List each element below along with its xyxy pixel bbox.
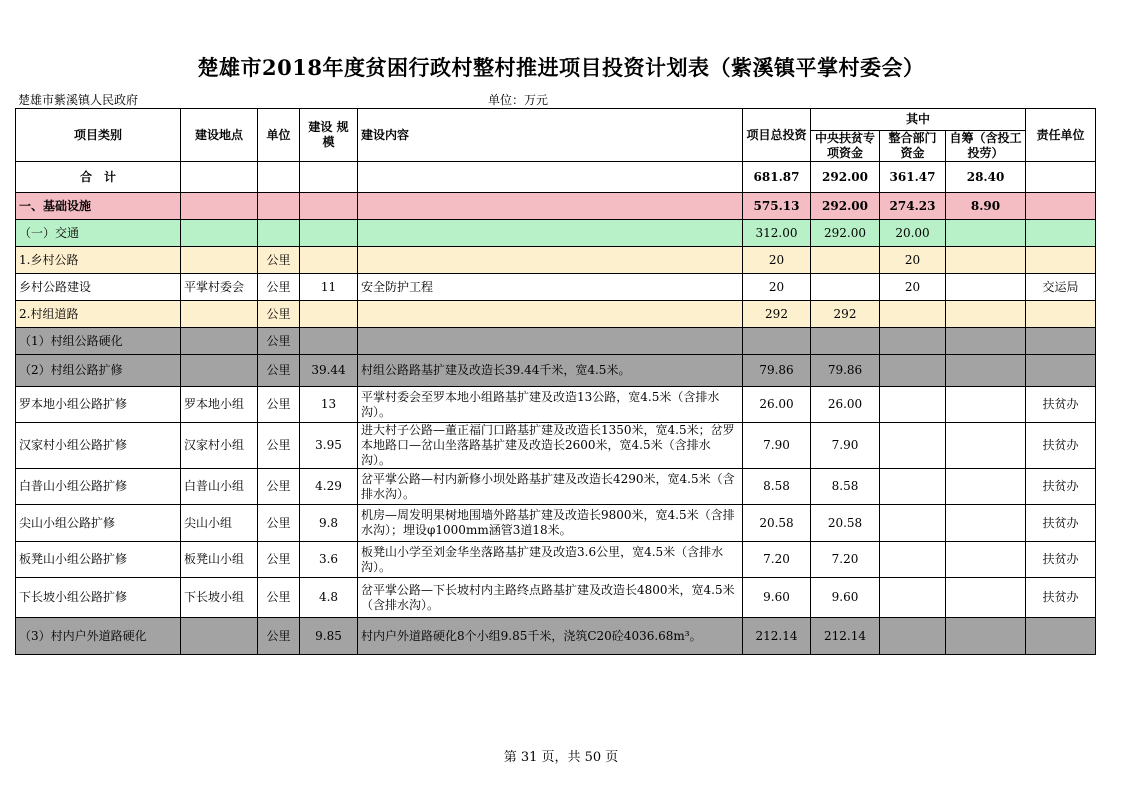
row-total: 8.58 xyxy=(743,469,811,505)
row-dept-fund xyxy=(880,355,946,387)
row-central-fund xyxy=(811,247,880,274)
row-self-fund xyxy=(946,220,1026,247)
row-dept-fund xyxy=(880,387,946,423)
row-central-fund xyxy=(811,328,880,355)
row-responsible: 扶贫办 xyxy=(1026,469,1096,505)
row-responsible xyxy=(1026,618,1096,655)
row-location xyxy=(181,328,258,355)
row-category: （2）村组公路扩修 xyxy=(16,355,181,387)
table-row xyxy=(16,618,1096,655)
row-total: 575.13 xyxy=(743,193,811,220)
row-central-fund: 7.90 xyxy=(811,423,880,469)
row-unit: 公里 xyxy=(258,387,300,423)
row-content: 岔平掌公路—下长坡村内主路终点路基扩建及改造长4800米，宽4.5米（含排水沟）。 xyxy=(358,578,743,618)
header-among: 其中 xyxy=(811,109,1026,131)
row-content xyxy=(358,301,743,328)
row-central-fund: 292 xyxy=(811,301,880,328)
page-number: 第 31 页，共 50 页 xyxy=(503,750,619,765)
row-dept-fund xyxy=(880,469,946,505)
row-scale: 3.95 xyxy=(300,423,358,469)
row-total: 79.86 xyxy=(743,355,811,387)
row-total: 212.14 xyxy=(743,618,811,655)
row-location xyxy=(181,355,258,387)
row-total: 20 xyxy=(743,274,811,301)
header-category: 项目类别 xyxy=(16,109,181,162)
row-self-fund: 8.90 xyxy=(946,193,1026,220)
row-content xyxy=(358,162,743,193)
row-location xyxy=(181,618,258,655)
row-self-fund xyxy=(946,578,1026,618)
row-total: 7.90 xyxy=(743,423,811,469)
issuing-organization: 楚雄市紫溪镇人民政府 xyxy=(18,93,139,107)
row-unit: 公里 xyxy=(258,423,300,469)
row-central-fund: 292.00 xyxy=(811,220,880,247)
row-location: 尖山小组 xyxy=(181,505,258,542)
table-row xyxy=(16,274,1096,301)
row-dept-fund xyxy=(880,505,946,542)
row-responsible xyxy=(1026,328,1096,355)
row-self-fund xyxy=(946,387,1026,423)
row-scale xyxy=(300,162,358,193)
row-unit: 公里 xyxy=(258,247,300,274)
row-responsible xyxy=(1026,220,1096,247)
row-self-fund xyxy=(946,505,1026,542)
row-content: 村内户外道路硬化8个小组9.85千米，浇筑C20砼4036.68m³。 xyxy=(358,618,743,655)
row-unit: 公里 xyxy=(258,618,300,655)
row-location xyxy=(181,247,258,274)
row-responsible xyxy=(1026,301,1096,328)
row-scale xyxy=(300,301,358,328)
row-dept-fund xyxy=(880,618,946,655)
row-content: 平掌村委会至罗本地小组路基扩建及改造13公路，宽4.5米（含排水沟）。 xyxy=(358,387,743,423)
header-total: 项目总投资 xyxy=(743,109,811,162)
row-location: 平掌村委会 xyxy=(181,274,258,301)
row-dept-fund xyxy=(880,423,946,469)
row-total: 7.20 xyxy=(743,542,811,578)
row-self-fund xyxy=(946,274,1026,301)
unit-note: 单位：万元 xyxy=(488,93,549,107)
row-central-fund: 292.00 xyxy=(811,162,880,193)
row-total xyxy=(743,328,811,355)
row-total: 9.60 xyxy=(743,578,811,618)
row-location: 汉家村小组 xyxy=(181,423,258,469)
row-category: 1.乡村公路 xyxy=(16,247,181,274)
table-row xyxy=(16,355,1096,387)
row-content: 进大村子公路—董正福门口路基扩建及改造长1350米，宽4.5米；岔罗本地路口—岔山坐落路基扩建及改造长2600米，宽4.5米（含排水沟）。 xyxy=(358,423,743,469)
row-location xyxy=(181,193,258,220)
row-scale: 4.8 xyxy=(300,578,358,618)
row-category: 乡村公路建设 xyxy=(16,274,181,301)
table-row xyxy=(16,423,1096,469)
row-total: 20.58 xyxy=(743,505,811,542)
row-central-fund xyxy=(811,274,880,301)
row-scale xyxy=(300,328,358,355)
row-dept-fund: 274.23 xyxy=(880,193,946,220)
row-category: 罗本地小组公路扩修 xyxy=(16,387,181,423)
header-unit: 单位 xyxy=(258,109,300,162)
row-scale: 9.85 xyxy=(300,618,358,655)
row-scale: 39.44 xyxy=(300,355,358,387)
table-row xyxy=(16,578,1096,618)
row-self-fund xyxy=(946,247,1026,274)
row-responsible: 扶贫办 xyxy=(1026,505,1096,542)
row-dept-fund xyxy=(880,301,946,328)
row-dept-fund xyxy=(880,542,946,578)
row-unit: 公里 xyxy=(258,542,300,578)
row-central-fund: 79.86 xyxy=(811,355,880,387)
row-total: 20 xyxy=(743,247,811,274)
row-content: 板凳山小学至刘金华坐落路基扩建及改造3.6公里，宽4.5米（含排水沟）。 xyxy=(358,542,743,578)
row-scale: 4.29 xyxy=(300,469,358,505)
row-responsible xyxy=(1026,247,1096,274)
row-content xyxy=(358,193,743,220)
row-category: 板凳山小组公路扩修 xyxy=(16,542,181,578)
row-category: 一、基础设施 xyxy=(16,193,181,220)
table-row xyxy=(16,162,1096,193)
table-row xyxy=(16,469,1096,505)
row-responsible: 交运局 xyxy=(1026,274,1096,301)
row-unit: 公里 xyxy=(258,274,300,301)
row-unit xyxy=(258,162,300,193)
row-self-fund xyxy=(946,328,1026,355)
row-category: 下长坡小组公路扩修 xyxy=(16,578,181,618)
row-unit: 公里 xyxy=(258,578,300,618)
row-central-fund: 212.14 xyxy=(811,618,880,655)
row-location: 白普山小组 xyxy=(181,469,258,505)
row-scale xyxy=(300,220,358,247)
table-row xyxy=(16,505,1096,542)
row-location: 下长坡小组 xyxy=(181,578,258,618)
row-content: 安全防护工程 xyxy=(358,274,743,301)
row-unit: 公里 xyxy=(258,355,300,387)
row-central-fund: 9.60 xyxy=(811,578,880,618)
row-location xyxy=(181,301,258,328)
table-row xyxy=(16,301,1096,328)
row-unit: 公里 xyxy=(258,328,300,355)
header-content: 建设内容 xyxy=(358,109,743,162)
row-responsible: 扶贫办 xyxy=(1026,387,1096,423)
row-content: 岔平掌公路—村内新修小坝处路基扩建及改造长4290米，宽4.5米（含排水沟）。 xyxy=(358,469,743,505)
row-central-fund: 292.00 xyxy=(811,193,880,220)
row-unit: 公里 xyxy=(258,469,300,505)
row-unit xyxy=(258,220,300,247)
row-total: 292 xyxy=(743,301,811,328)
row-total: 312.00 xyxy=(743,220,811,247)
row-scale: 3.6 xyxy=(300,542,358,578)
row-location: 罗本地小组 xyxy=(181,387,258,423)
header-responsible: 责任单位 xyxy=(1026,109,1096,162)
row-central-fund: 8.58 xyxy=(811,469,880,505)
table-row xyxy=(16,193,1096,220)
row-responsible: 扶贫办 xyxy=(1026,423,1096,469)
row-total: 26.00 xyxy=(743,387,811,423)
header-central-fund: 中央扶贫专项资金 xyxy=(811,131,880,162)
row-self-fund xyxy=(946,301,1026,328)
row-category: 2.村组道路 xyxy=(16,301,181,328)
row-self-fund: 28.40 xyxy=(946,162,1026,193)
header-scale: 建设 规模 xyxy=(300,109,358,162)
row-self-fund xyxy=(946,618,1026,655)
header-location: 建设地点 xyxy=(181,109,258,162)
row-self-fund xyxy=(946,423,1026,469)
table-row xyxy=(16,247,1096,274)
row-scale: 11 xyxy=(300,274,358,301)
row-scale: 9.8 xyxy=(300,505,358,542)
row-category: （3）村内户外道路硬化 xyxy=(16,618,181,655)
row-location xyxy=(181,220,258,247)
row-content: 村组公路路基扩建及改造长39.44千米，宽4.5米。 xyxy=(358,355,743,387)
row-dept-fund: 361.47 xyxy=(880,162,946,193)
row-content xyxy=(358,247,743,274)
row-responsible xyxy=(1026,162,1096,193)
row-responsible: 扶贫办 xyxy=(1026,578,1096,618)
row-dept-fund: 20 xyxy=(880,274,946,301)
row-central-fund: 20.58 xyxy=(811,505,880,542)
row-self-fund xyxy=(946,355,1026,387)
row-location: 板凳山小组 xyxy=(181,542,258,578)
row-category: （一）交通 xyxy=(16,220,181,247)
row-responsible: 扶贫办 xyxy=(1026,542,1096,578)
row-dept-fund xyxy=(880,578,946,618)
row-dept-fund: 20 xyxy=(880,247,946,274)
row-central-fund: 26.00 xyxy=(811,387,880,423)
row-self-fund xyxy=(946,469,1026,505)
row-category: 尖山小组公路扩修 xyxy=(16,505,181,542)
row-unit: 公里 xyxy=(258,505,300,542)
table-row xyxy=(16,328,1096,355)
row-self-fund xyxy=(946,542,1026,578)
row-content xyxy=(358,328,743,355)
row-unit xyxy=(258,193,300,220)
row-responsible xyxy=(1026,355,1096,387)
row-scale: 13 xyxy=(300,387,358,423)
row-responsible xyxy=(1026,193,1096,220)
row-location xyxy=(181,162,258,193)
row-content xyxy=(358,220,743,247)
row-category: 合 计 xyxy=(16,162,181,193)
page-title: 楚雄市2018年度贫困行政村整村推进项目投资计划表（紫溪镇平掌村委会） xyxy=(197,55,925,80)
investment-plan-table xyxy=(15,108,1096,655)
table-row xyxy=(16,542,1096,578)
table-row xyxy=(16,220,1096,247)
table-row xyxy=(16,387,1096,423)
row-central-fund: 7.20 xyxy=(811,542,880,578)
header-dept-fund: 整合部门资金 xyxy=(880,131,946,162)
row-category: （1）村组公路硬化 xyxy=(16,328,181,355)
header-self-fund: 自筹（含投工投劳） xyxy=(946,131,1026,162)
row-dept-fund: 20.00 xyxy=(880,220,946,247)
row-dept-fund xyxy=(880,328,946,355)
row-content: 机房—周发明果树地围墙外路基扩建及改造长9800米，宽4.5米（含排水沟）；埋设φ1000mm涵管3道18米。 xyxy=(358,505,743,542)
row-unit: 公里 xyxy=(258,301,300,328)
row-scale xyxy=(300,193,358,220)
row-scale xyxy=(300,247,358,274)
row-total: 681.87 xyxy=(743,162,811,193)
row-category: 白普山小组公路扩修 xyxy=(16,469,181,505)
row-category: 汉家村小组公路扩修 xyxy=(16,423,181,469)
